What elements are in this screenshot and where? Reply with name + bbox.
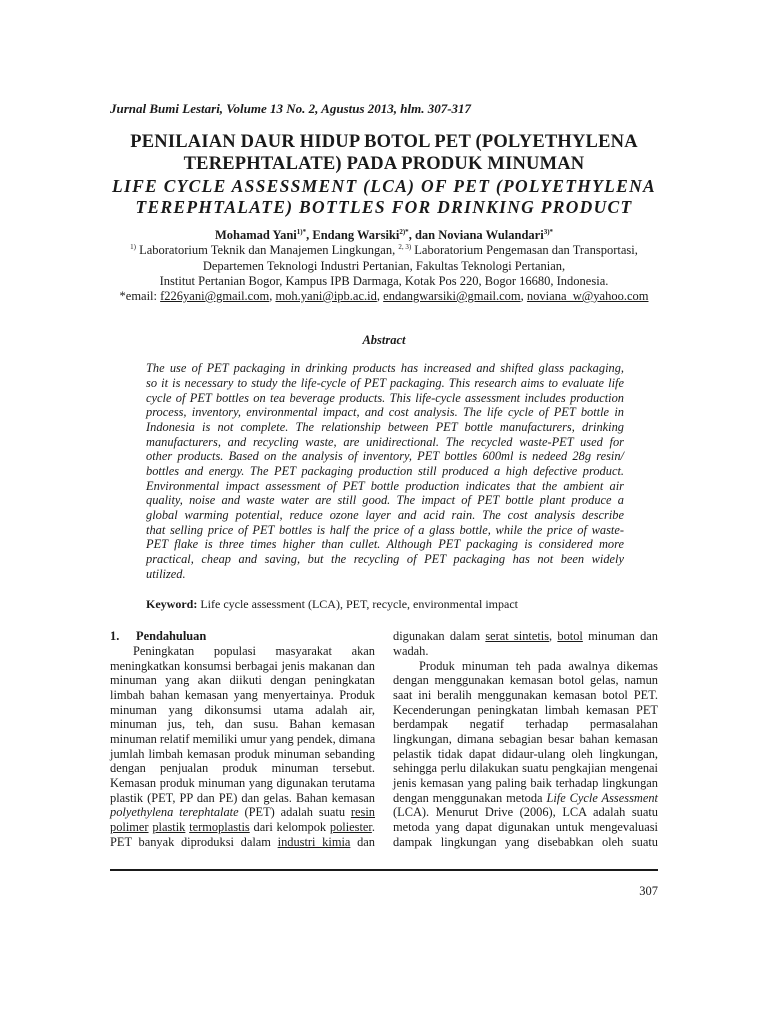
abstract-line: Environmental impact assessment of PET bottle production indicates that the ambient air [146, 479, 624, 493]
line-text: . [371, 820, 375, 834]
abstract-line: cycle of PET bottles on tea beverage products. This life-cycle assessment includes production [146, 391, 624, 405]
link-polimer[interactable]: polimer [110, 820, 149, 834]
link-botol[interactable]: botol [557, 629, 583, 643]
affiliation-text: Laboratorium Teknik dan Manajemen Lingkungan, [135, 243, 399, 257]
paragraph-line: minuman yang akan diikuti dengan peningkatan [110, 673, 375, 687]
paragraph-line: limbah bahan kemasan yang menyertainya. Produk [110, 688, 375, 702]
paragraph-line: Kemasan produk minuman yang digunakan terutama [110, 776, 375, 790]
section-title: Pendahuluan [136, 629, 207, 643]
abstract-line: practical, cheap and saving, but the recycling of PET packaging has not been widely [146, 552, 624, 566]
abstract-line: The use of PET packaging in drinking products has increased and shifted glass packaging, [146, 361, 624, 375]
line-text: , [549, 629, 558, 643]
paragraph-line: Produk minuman teh pada awalnya dikemas [419, 659, 658, 673]
email-link[interactable]: f226yani@gmail.com [160, 289, 270, 303]
line-text: minuman dan [582, 629, 658, 643]
line-text: PET banyak diproduksi dalam [110, 835, 278, 849]
paragraph-line [110, 835, 375, 850]
affiliation-line-2: Departemen Teknologi Industri Pertanian, Fakultas Teknologi Pertanian, [202, 259, 566, 273]
title-english-line-1: LIFE CYCLE ASSESSMENT (LCA) OF PET (POLYETHYLENA [111, 176, 657, 196]
author-list [0, 228, 768, 243]
paragraph-line [393, 791, 658, 806]
affiliation-line-1 [0, 243, 768, 258]
paragraph-line: minuman relatif memiliki umur yang pendek, dimana [110, 732, 376, 746]
affiliation-line-3: Institut Pertanian Bogor, Kampus IPB Darmaga, Kotak Pos 220, Bogor 16680, Indonesia. [159, 274, 609, 288]
paragraph-line: sehingga perlu dilakukan suatu pengkajian mengenai [393, 761, 658, 775]
link-plastik[interactable]: plastik [152, 820, 186, 834]
line-text: dengan menggunakan metoda [393, 791, 547, 805]
paragraph-line: (LCA). Menurut Drive (2006), LCA adalah suatu [393, 805, 658, 819]
italic-term: polyethylena terephtalate [110, 805, 239, 819]
paragraph-line: jenis kemasan yang paling baik terhadap lingkungan [393, 776, 658, 790]
paragraph-line: Kecenderungan peningkatan limbah kemasan PET [393, 703, 658, 717]
journal-header: Jurnal Bumi Lestari, Volume 13 No. 2, Agustus 2013, hlm. 307-317 [110, 101, 472, 116]
author-name: Endang Warsiki [312, 228, 400, 242]
email-line [0, 289, 768, 304]
author-name: Mohamad Yani [214, 228, 297, 242]
paragraph-line: meningkatkan konsumsi berbagai jenis makanan dan [110, 659, 375, 673]
author-affiliation-mark: 3)* [543, 227, 554, 236]
author-affiliation-mark: 2)* [399, 227, 409, 236]
paragraph-line: plastik (PET, PP dan PE) dan gelas. Bahan kemasan [110, 791, 375, 805]
paragraph-line: minuman yang dikonsumsi utama adalah air, [110, 703, 375, 717]
paragraph-line: minuman jus, teh, dan susu. Bahan kemasan [110, 717, 375, 731]
keywords-text: Life cycle assessment (LCA), PET, recycle, environmental impact [197, 597, 518, 611]
abstract-line: bottles and energy. The PET packaging production still produced a high defective product. [146, 464, 624, 478]
link-termoplastis[interactable]: termoplastis [189, 820, 250, 834]
line-text: dan [350, 835, 375, 849]
author-affiliation-mark: 1)* [296, 227, 307, 236]
paragraph-line: wadah. [393, 644, 429, 658]
link-serat-sintetis[interactable]: serat sintetis [485, 629, 550, 643]
author-separator: , [306, 228, 313, 242]
paragraph-line: pelastik tidak dapat didaur-ulang oleh lingkungan, [393, 747, 658, 761]
paragraph-line: Peningkatan populasi masyarakat akan [133, 644, 375, 658]
abstract-line: utilized. [146, 567, 186, 581]
page-number: 307 [639, 884, 658, 898]
abstract-line: manufacturers, and recycling waste, are unidirectional. The recycled waste-PET used for [146, 435, 624, 449]
paragraph-line: jumlah limbah kemasan produk minuman sebanding [110, 747, 375, 761]
paragraph-line: saat ini beralih menggunakan kemasan botol PET. [393, 688, 658, 702]
paragraph-line [110, 820, 375, 835]
section-number: 1. [110, 629, 120, 643]
abstract-line: process, inventory, environmental impact, and cost analysis. The life cycle of PET bottle in [146, 405, 624, 419]
affiliation-mark: 1) [130, 242, 136, 251]
italic-term: Life Cycle Assessment [546, 791, 658, 805]
email-separator: , [376, 289, 384, 303]
abstract-line: that selling price of PET bottles is half the price of a glass bottle, while the price of waste- [146, 523, 624, 537]
link-poliester[interactable]: poliester [329, 820, 372, 834]
paragraph-line [393, 629, 658, 644]
keywords-label: Keyword: [146, 597, 198, 611]
line-text: dari kelompok [249, 820, 330, 834]
email-label: *email: [119, 289, 161, 303]
footer-rule [110, 869, 658, 871]
line-text: digunakan dalam [393, 629, 486, 643]
paragraph-line: metoda yang dapat digunakan untuk mengevaluasi [393, 820, 658, 834]
abstract-line: quality, noise and waste water are still good. The impact of PET bottle plant produce a [146, 493, 624, 507]
email-separator: , [269, 289, 276, 303]
title-indonesian-line-1: PENILAIAN DAUR HIDUP BOTOL PET (POLYETHYLENA [130, 132, 638, 152]
abstract-line: Indonesia is not complete. The relationship between PET bottle manufacturers, drinking [146, 420, 624, 434]
email-link[interactable]: endangwarsiki@gmail.com [383, 289, 521, 303]
abstract-line: PET flake is three times higher than cullet. Although PET packaging is considered more [146, 537, 624, 551]
email-link[interactable]: noviana_w@yahoo.com [526, 289, 649, 303]
author-separator: , dan [408, 228, 439, 242]
paragraph-line: dengan menggunakan kemasan botol gelas, namun [393, 673, 658, 687]
paragraph-line [110, 805, 375, 820]
link-industri-kimia[interactable]: industri kimia [277, 835, 351, 849]
line-text: (PET) adalah suatu [238, 805, 351, 819]
paragraph-line: lingkungan, dimana sebagian besar bahan kemasan [393, 732, 658, 746]
abstract-heading: Abstract [362, 333, 406, 347]
abstract-line: so it is necessary to study the life-cycle of PET packaging. This research aims to evaluate life [146, 376, 624, 390]
paragraph-line: berdampak negatif terhadap permasalahan [393, 717, 658, 731]
paragraph-line: dampak lingkungan yang disebabkan oleh suatu [393, 835, 658, 849]
author-name: Noviana Wulandari [438, 228, 544, 242]
title-english-line-2: TEREPHTALATE) BOTTLES FOR DRINKING PRODUCT [135, 197, 633, 217]
abstract-line: other products. Based on the analysis of inventory, PET bottles 600ml is nedeed 28g resin/ [146, 449, 624, 463]
keywords [146, 597, 518, 612]
abstract-line: global warming potential, reduce ozone layer and acid rain. The cost analysis describe [146, 508, 624, 522]
email-link[interactable]: moh.yani@ipb.ac.id [275, 289, 377, 303]
title-indonesian-line-2: TEREPHTALATE) PADA PRODUK MINUMAN [183, 154, 585, 174]
link-resin[interactable]: resin [350, 805, 375, 819]
paragraph-line: dengan penjualan produk minuman tersebut. [110, 761, 375, 775]
affiliation-text: Laboratorium Pengemasan dan Transportasi, [411, 243, 638, 257]
email-separator: , [520, 289, 527, 303]
affiliation-mark: 2, 3) [398, 242, 412, 251]
